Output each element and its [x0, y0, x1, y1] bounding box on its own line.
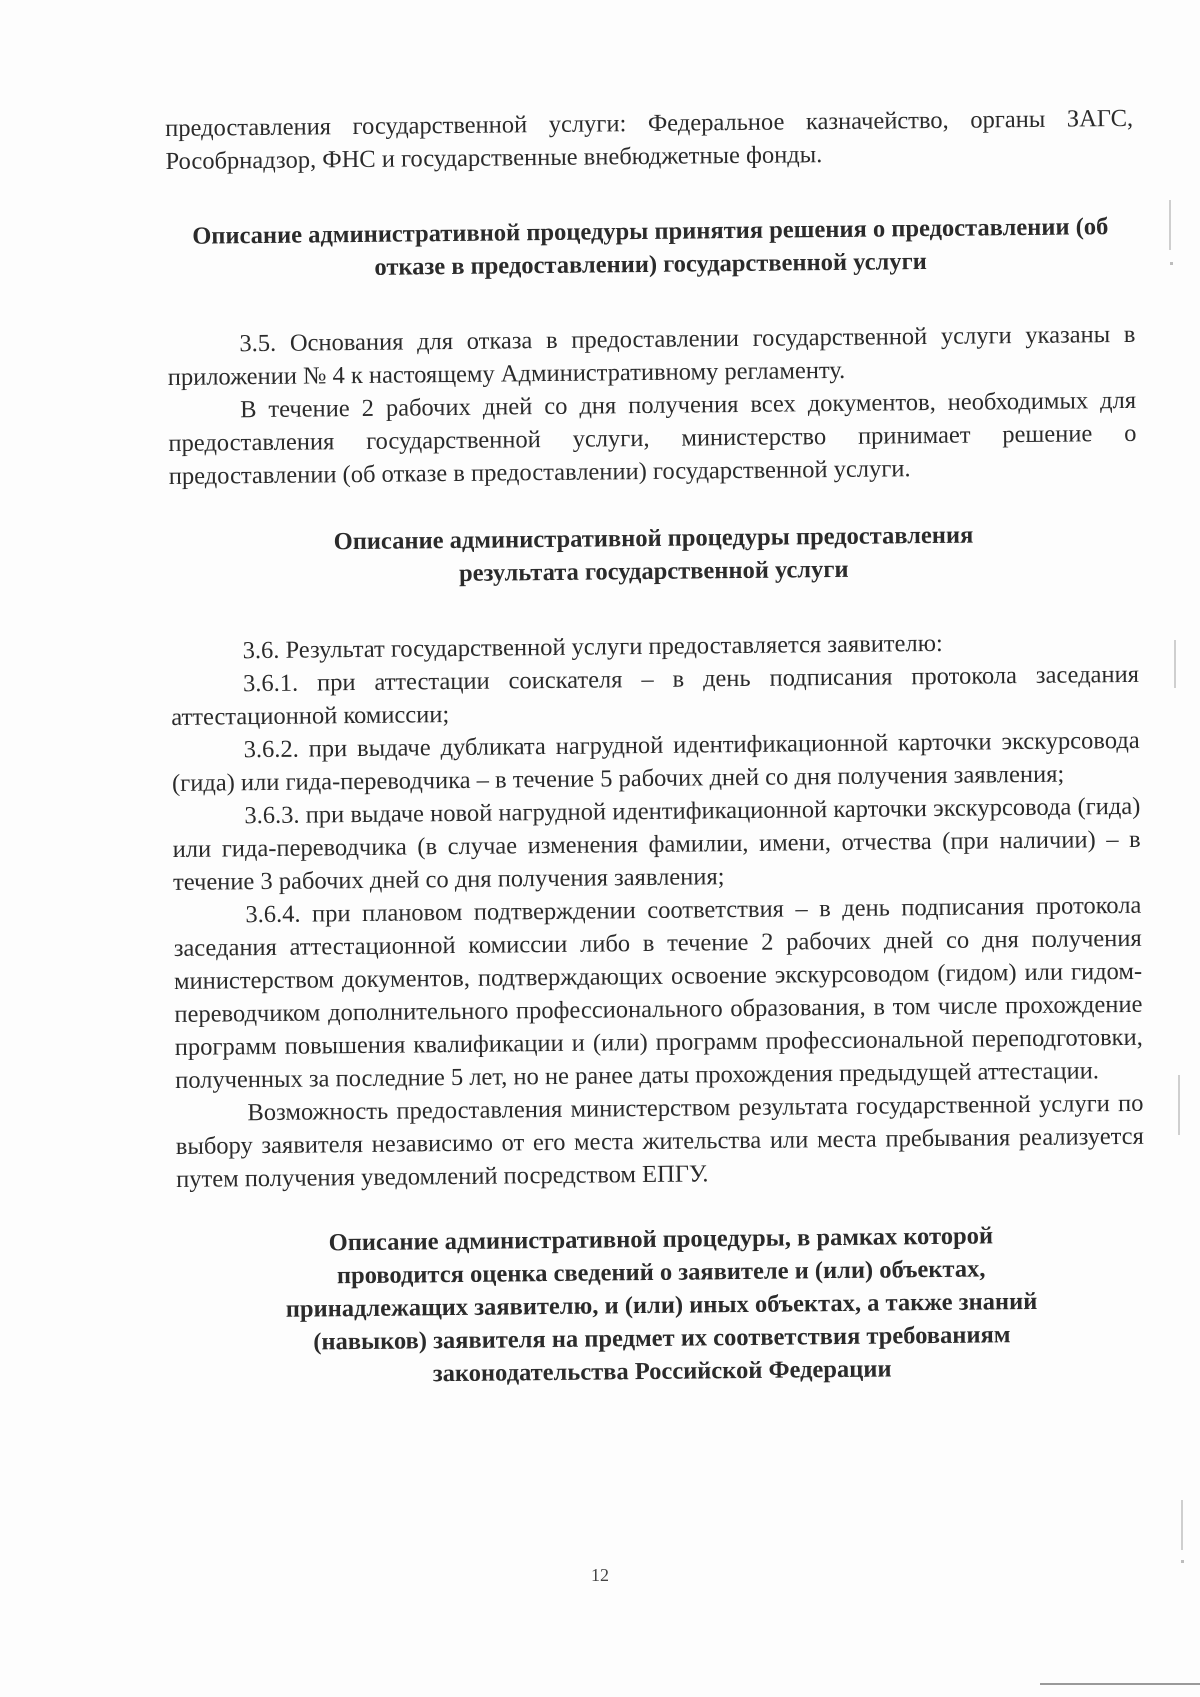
intro-paragraph: предоставления государственной услуги: Федеральное казначейство, органы ЗАГС, Рособрнадзор, ФНС и государственные внебюджетные фонды. — [165, 104, 1134, 175]
heading-decision-procedure: Описание административной процедуры принятия решения о предоставлении (об отказе в предоставлении) государственной услуги — [192, 213, 1109, 281]
document-body — [165, 102, 1146, 1393]
paragraph-3-6-3: 3.6.3. при выдаче новой нагрудной идентификационной карточки экскурсовода (гида) или гида-переводчика (в случае изменения фамилии, имени, отчества (при наличии) – в течение 3 рабочих дней со дня получения заявления; — [172, 792, 1141, 896]
heading-result-line: Описание административной процедуры предоставления — [333, 521, 974, 556]
scan-artifact — [1178, 1075, 1180, 1135]
scan-artifact — [1040, 1683, 1200, 1685]
heading-result-procedure — [169, 517, 1138, 593]
scan-artifact — [1170, 262, 1173, 265]
scan-artifact — [1174, 640, 1176, 688]
paragraph-decision-term: В течение 2 рабочих дней со дня получения всех документов, необходимых для предоставления государственной услуги, министерство принимает решение о предоставлении (об отказе в предоставлении) государственной услуги. — [168, 386, 1137, 490]
heading-assessment-line: законодательства Российской Федерации — [432, 1355, 892, 1388]
heading-assessment-line: (навыков) заявителя на предмет их соответствия требованиям — [313, 1321, 1011, 1356]
paragraph-3-6-4: 3.6.4. при плановом подтверждении соответствия – в день подписания протокола заседания аттестационной комиссии либо в течение 2 рабочих дней со дня получения министерством документов, подтверждающих освоение экскурсоводом (гидом) или гидом-переводчиком дополнительного профессионального образования, в том числе прохождение программ повышения квалификации и (или) программ профессиональной переподготовки, полученных за последние 5 лет, но не ранее даты прохождения предыдущей аттестации. — [173, 891, 1143, 1094]
paragraph-3-5: 3.5. Основания для отказа в предоставлении государственной услуги указаны в приложении № 4 к настоящему Административному регламенту. — [167, 320, 1136, 391]
scan-artifact — [1181, 1560, 1184, 1563]
scan-artifact — [1181, 1500, 1183, 1550]
heading-assessment-line: принадлежащих заявителю, и (или) иных объектах, а также знаний — [285, 1287, 1038, 1323]
scan-artifact — [1169, 200, 1171, 250]
paragraph-3-6-2: 3.6.2. при выдаче дубликата нагрудной идентификационной карточки экскурсовода (гида) или гида-переводчика – в течение 5 рабочих дней со дня получения заявления; — [171, 726, 1140, 797]
page-number: 12 — [591, 1565, 609, 1585]
paragraph-possibility: Возможность предоставления министерством результата государственной услуги по выбору заявителя независимо от его места жительства или места пребывания реализуется путем получения уведомлений посредством ЕПГУ. — [175, 1089, 1144, 1193]
heading-assessment-procedure — [177, 1218, 1147, 1393]
paragraph-3-6-1: 3.6.1. при аттестации соискателя – в день подписания протокола заседания аттестационной комиссии; — [171, 660, 1140, 731]
heading-assessment-line: Описание административной процедуры, в рамках которой — [328, 1222, 994, 1257]
heading-result-line: результата государственной услуги — [458, 555, 849, 587]
paragraph-3-6: 3.6. Результат государственной услуги предоставляется заявителю: — [242, 629, 943, 665]
heading-assessment-line: проводится оценка сведений о заявителе и (или) объектах, — [336, 1255, 986, 1290]
